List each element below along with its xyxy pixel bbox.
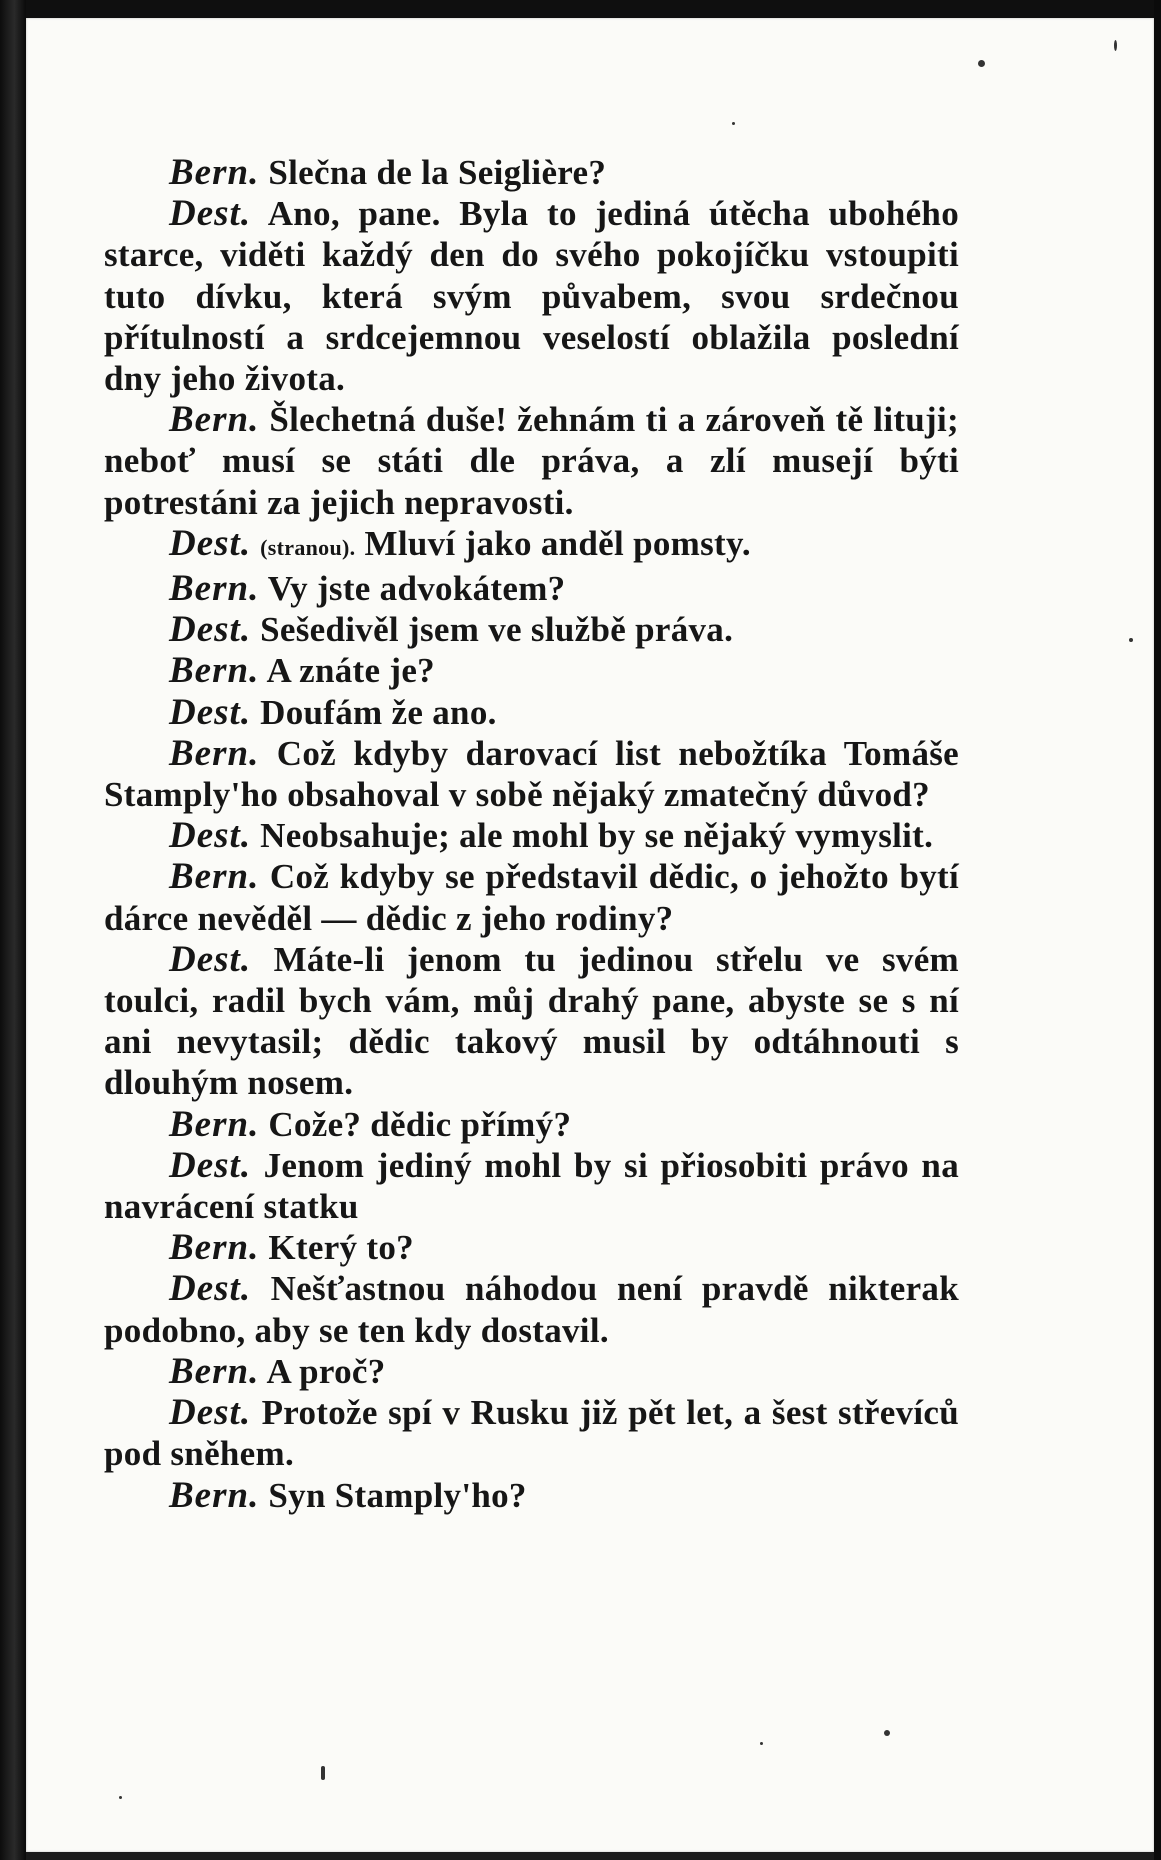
speech-text: Což kdyby se představil dědic, o jehožto bytí dárce nevěděl — dědic z jeho rodiny? bbox=[104, 857, 960, 938]
speech-text: Což kdyby darovací list nebožtíka Tomáše Stamply'ho obsahoval v sobě nějaký zmatečný důvod? bbox=[104, 733, 959, 815]
speech-text: Který to? bbox=[268, 1228, 414, 1268]
speech-text: Šlechetná duše! žehnám ti a zároveň tě lituji; neboť musí se státi dle práva, a zlí musejí býti potrestáni za jejich nepravosti. bbox=[104, 400, 959, 522]
speech-text: Vy jste advokátem? bbox=[267, 569, 566, 609]
speaker-name: Bern. bbox=[169, 650, 260, 692]
speech-16 bbox=[104, 1268, 959, 1350]
dialogue-text bbox=[104, 152, 959, 1516]
speech-18 bbox=[104, 1392, 959, 1474]
speech-10 bbox=[104, 815, 959, 856]
speech-11 bbox=[104, 856, 959, 938]
speech-text: A znáte je? bbox=[266, 651, 435, 691]
speech-14 bbox=[104, 1145, 959, 1227]
speech-text: Máte-li jenom tu jedinou střelu ve svém toulci, radil bych vám, můj drahý pane, abyste se s ní ani nevytasil; dědic takový musil by odtáhnouti s dlouhým nosem. bbox=[104, 939, 959, 1103]
speech-6 bbox=[104, 609, 959, 650]
speaker-name: Bern. bbox=[169, 732, 260, 774]
speech-12 bbox=[104, 939, 959, 1104]
speaker-name: Dest. bbox=[169, 938, 252, 980]
scan-right-edge bbox=[1154, 0, 1161, 1860]
speech-text: Mluví jako anděl pomsty. bbox=[364, 523, 751, 563]
speech-4 bbox=[104, 523, 959, 568]
speech-text: A proč? bbox=[266, 1351, 386, 1391]
speaker-name: Dest. bbox=[169, 193, 252, 235]
speech-8 bbox=[104, 692, 959, 733]
speech-1 bbox=[104, 152, 959, 193]
speaker-name: Dest. bbox=[169, 1392, 252, 1434]
speaker-name: Dest. bbox=[169, 815, 252, 857]
speech-text: Sešedivěl jsem ve službě práva. bbox=[260, 610, 734, 650]
speaker-name: Bern. bbox=[169, 399, 260, 441]
ink-speck bbox=[1129, 638, 1133, 642]
scan-left-edge bbox=[0, 0, 26, 1860]
speaker-name: Bern. bbox=[169, 856, 260, 898]
speaker-name: Dest. bbox=[169, 1268, 252, 1310]
speech-text: Neobsahuje; ale mohl by se nějaký vymyslit. bbox=[260, 816, 934, 856]
speech-15 bbox=[104, 1227, 959, 1268]
speech-text: Cože? dědic přímý? bbox=[268, 1104, 572, 1144]
speech-9 bbox=[104, 733, 959, 815]
speech-2 bbox=[104, 193, 959, 399]
ink-speck bbox=[1114, 40, 1117, 51]
ink-speck bbox=[119, 1796, 122, 1799]
speech-text: Slečna de la Seiglière? bbox=[268, 153, 607, 192]
ink-speck bbox=[732, 122, 735, 125]
scan-top-edge bbox=[0, 0, 1161, 18]
speaker-name: Dest. bbox=[169, 691, 252, 733]
speech-text: Ano, pane. Byla to jediná útěcha ubohého starce, viděti každý den do svého pokojíčku vstoupiti tuto dívku, která svým půvabem, svou srdečnou přítulností a srdcejemnou veselostí oblažila poslední dny jeho života. bbox=[104, 194, 960, 399]
speech-17 bbox=[104, 1351, 959, 1392]
ink-speck bbox=[321, 1766, 325, 1780]
ink-speck bbox=[978, 60, 985, 67]
speaker-name: Bern. bbox=[169, 152, 260, 193]
speaker-name: Dest. bbox=[169, 609, 252, 651]
speaker-name: Bern. bbox=[169, 1103, 260, 1145]
speech-text: Jenom jediný mohl by si přiosobiti právo na navrácení statku bbox=[104, 1145, 959, 1227]
speaker-name: Bern. bbox=[169, 1350, 260, 1392]
speech-13 bbox=[104, 1104, 959, 1145]
stage-direction: (stranou). bbox=[260, 534, 356, 560]
ink-speck bbox=[760, 1742, 763, 1745]
speech-19 bbox=[104, 1475, 959, 1516]
speaker-name: Bern. bbox=[169, 568, 260, 610]
ink-speck bbox=[884, 1730, 890, 1736]
speaker-name: Bern. bbox=[169, 1227, 260, 1269]
speaker-name: Bern. bbox=[169, 1474, 260, 1516]
speech-text: Protože spí v Rusku již pět let, a šest střevíců pod sněhem. bbox=[104, 1393, 959, 1474]
speaker-name: Dest. bbox=[169, 1144, 252, 1186]
speaker-name: Dest. bbox=[169, 522, 252, 564]
speech-text: Syn Stamply'ho? bbox=[268, 1475, 527, 1515]
speech-text: Doufám že ano. bbox=[260, 692, 497, 732]
speech-5 bbox=[104, 568, 959, 609]
speech-7 bbox=[104, 650, 959, 691]
speech-3 bbox=[104, 399, 959, 523]
speech-text: Nešťastnou náhodou není pravdě nikterak podobno, aby se ten kdy dostavil. bbox=[104, 1269, 959, 1350]
